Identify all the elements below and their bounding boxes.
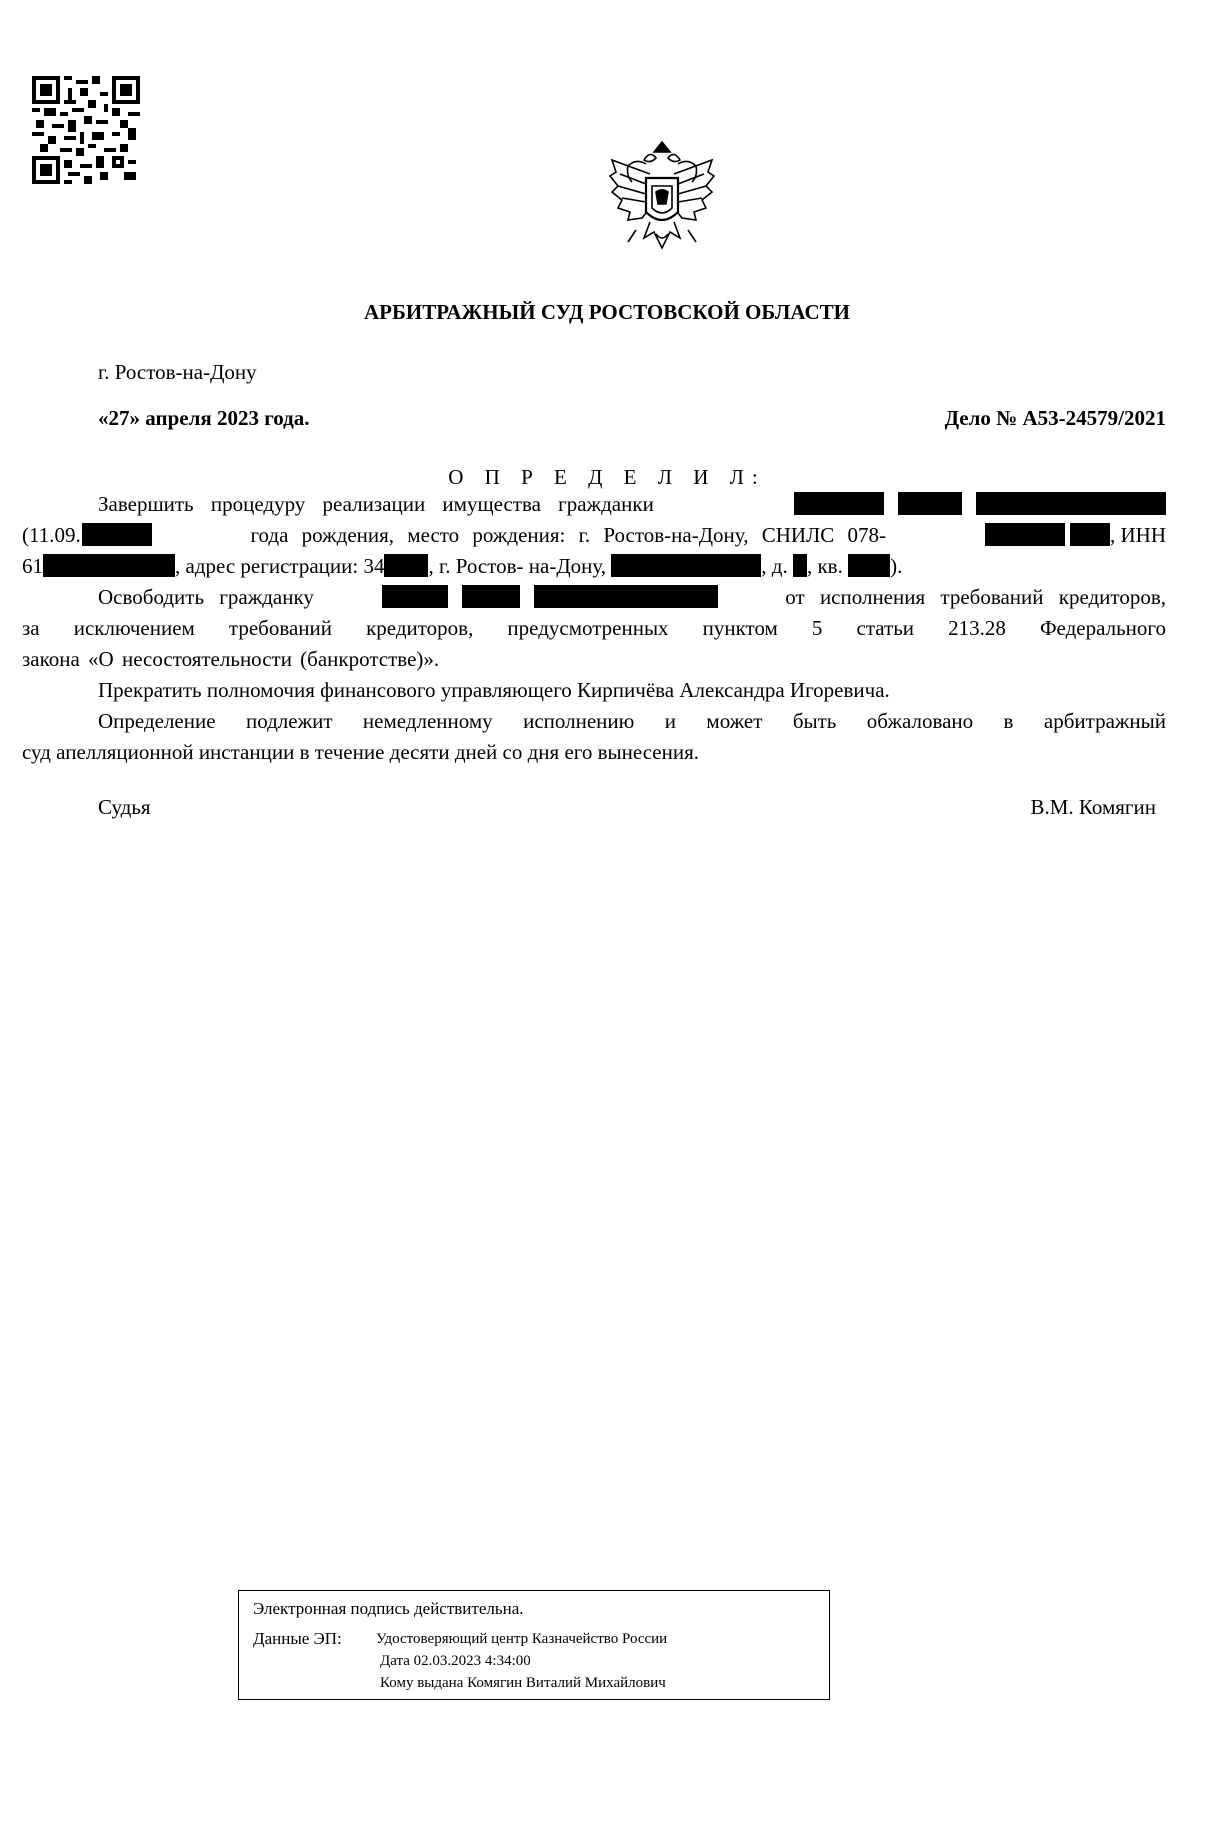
redaction-bar [848,554,890,577]
signature-label: Данные ЭП: [253,1629,342,1648]
para1-line1 [98,492,1166,517]
coat-of-arms-emblem [606,138,718,256]
signature-date: Дата 02.03.2023 4:34:00 [380,1653,531,1669]
redaction-bar [534,585,718,608]
redaction-bar [82,523,152,546]
para2-text: Освободить гражданку [98,585,314,609]
para4-line1: Определение подлежит немедленному исполнению и может быть обжаловано в арбитражный [98,709,1166,733]
address-city: , г. Ростов- на-Дону, [428,554,607,578]
para1-text-2: года рождения, место рождения: г. Ростов-на-Дону, СНИЛС 078- [250,523,887,547]
city: г. Ростов-на-Дону [98,360,257,384]
para2-line1 [98,585,1166,610]
judge-name: В.М. Комягин [1030,795,1156,819]
redaction-bar [793,554,807,577]
redaction-bar [985,523,1065,546]
para1-line2 [22,523,1166,548]
redaction-bar [976,492,1166,515]
redaction-bar [794,492,884,515]
para4-line2: суд апелляционной инстанции в течение десяти дней со дня его вынесения. [22,740,700,764]
para2-line3: закона «О несостоятельности (банкротстве)». [22,647,440,671]
apartment-label: , кв. [806,554,843,578]
inn-label: , ИНН [1110,523,1166,547]
signature-issued-to: Кому выдана Комягин Виталий Михайлович [380,1675,666,1691]
para1-line3 [22,554,902,579]
para1-end: ). [890,554,903,578]
para1-text: Завершить процедуру реализации имущества гражданки [98,492,654,516]
redaction-bar [382,585,448,608]
court-name: АРБИТРАЖНЫЙ СУД РОСТОВСКОЙ ОБЛАСТИ [364,300,850,324]
redaction-bar [611,554,761,577]
redaction-bar [462,585,520,608]
house-label: , д. [761,554,788,578]
redaction-bar [1070,523,1110,546]
ruling-heading: О П Р Е Д Е Л И Л: [448,465,766,489]
birth-date-prefix: (11.09. [22,523,81,547]
redaction-bar [384,554,428,577]
address-label: , адрес регистрации: 34 [175,554,385,578]
e-signature-stamp [238,1590,830,1700]
inn-prefix: 61 [22,554,43,578]
redaction-bar [43,554,175,577]
signature-issuer: Удостоверяющий центр Казначейство России [376,1631,668,1647]
document-date: «27» апреля 2023 года. [98,406,310,430]
signature-valid: Электронная подпись действительна. [253,1599,524,1618]
redaction-bar [898,492,962,515]
para2-line2: за исключением требований кредиторов, предусмотренных пунктом 5 статьи 213.28 Федерального [22,616,1166,640]
case-number: Дело № А53-24579/2021 [944,406,1166,430]
qr-code-icon [32,76,140,184]
para3: Прекратить полномочия финансового управляющего Кирпичёва Александра Игоревича. [98,678,890,702]
judge-role: Судья [98,795,151,819]
para2-text-2: от исполнения требований кредиторов, [785,585,1166,609]
